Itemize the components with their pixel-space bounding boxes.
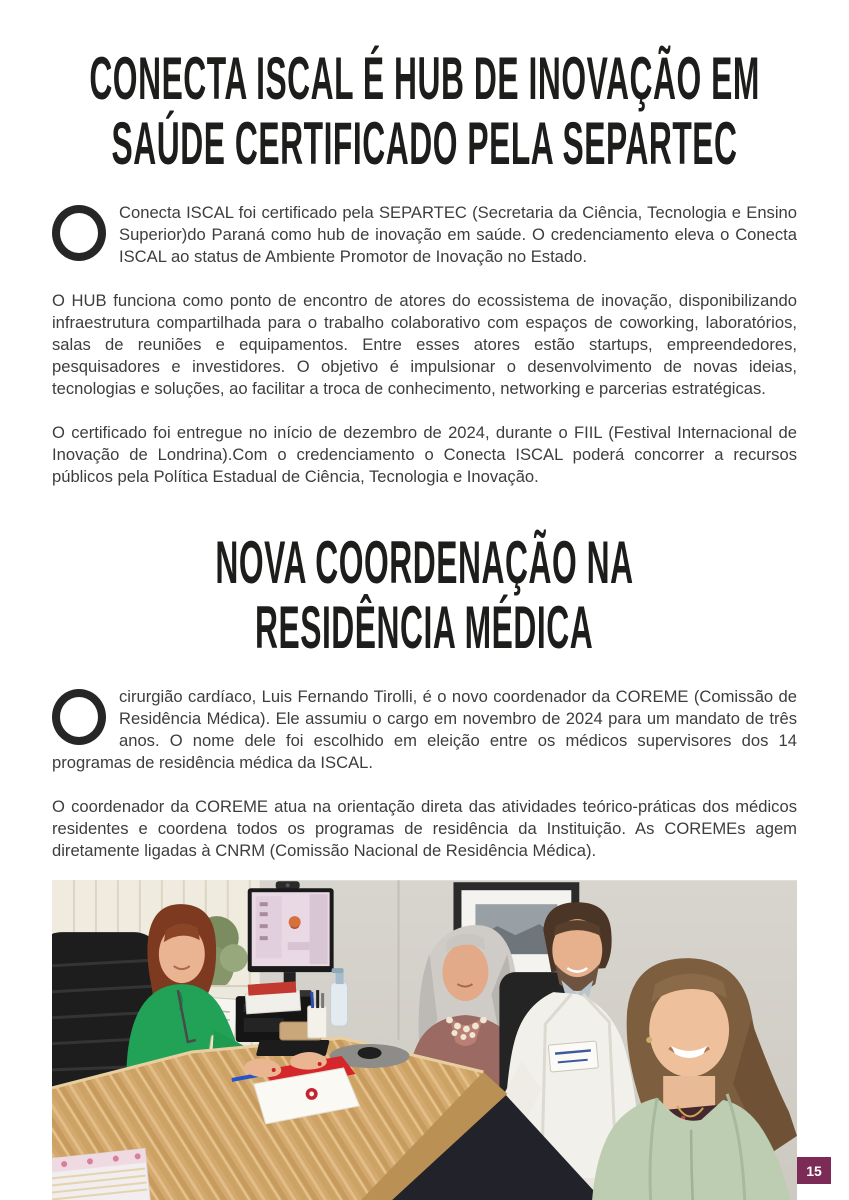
page-content xyxy=(0,46,849,1200)
article1-lead-paragraph xyxy=(52,202,797,268)
page-number-badge: 15 xyxy=(797,1157,831,1184)
paper-stack xyxy=(245,981,301,1014)
article2-lead-text: cirurgião cardíaco, Luis Fernando Tirolli, é o novo coordenador da COREME (Comissão de Residência Médica). Ele assumiu o cargo em novembro de 2024 para um mandato de três anos. O nome dele foi escolhido em eleição entre os médicos supervisores dos 14 programas de residência médica da ISCAL. xyxy=(52,687,797,772)
article2-title-line2: RESIDÊNCIA MÉDICA xyxy=(255,594,594,661)
article2-title xyxy=(52,530,797,660)
office-photo xyxy=(52,880,797,1200)
article2-paragraph-2: O coordenador da COREME atua na orientação direta das atividades teórico-práticas dos médicos residentes e coordena todos os programas de residência da Instituição. As COREMEs agem diretamente ligadas à CNRM (Comissão Nacional de Residência Médica). xyxy=(52,797,797,860)
article1-title xyxy=(52,46,797,176)
article1-title-line2: SAÚDE CERTIFICADO PELA SEPARTEC xyxy=(111,110,738,177)
article1-paragraph-3: O certificado foi entregue no início de dezembro de 2024, durante o FIIL (Festival Internacional de Inovação de Londrina).Com o credenciamento o Conecta ISCAL poderá concorrer a recursos públicos pela Política Estadual de Ciência, Tecnologia e Inovação. xyxy=(52,423,797,486)
article1-paragraph-2: O HUB funciona como ponto de encontro de atores do ecossistema de inovação, disponibilizando infraestrutura compartilhada para o trabalho colaborativo com espaços de coworking, laboratórios, salas de reuniões e equipamentos. Entre esses atores estão startups, empreendedores, pesquisadores e investidores. O objetivo é impulsionar o desenvolvimento de novas ideias, tecnologias e soluções, ao facilitar a troca de conhecimento, networking e parcerias estratégicas. xyxy=(52,291,797,398)
article1-lead-text: Conecta ISCAL foi certificado pela SEPARTEC (Secretaria da Ciência, Tecnologia e Ensino Superior)do Paraná como hub de inovação em saúde. O credenciamento eleva o Conecta ISCAL ao status de Ambiente Promotor de Inovação no Estado. xyxy=(119,203,797,266)
article1-title-line1: CONECTA ISCAL É HUB DE INOVAÇÃO EM xyxy=(89,45,760,112)
office-photo-illustration xyxy=(52,880,797,1200)
article2-dropcap xyxy=(52,689,106,745)
article2-lead-paragraph xyxy=(52,686,797,774)
article2-title-line1: NOVA COORDENAÇÃO NA xyxy=(215,529,634,596)
article1-dropcap xyxy=(52,205,106,261)
